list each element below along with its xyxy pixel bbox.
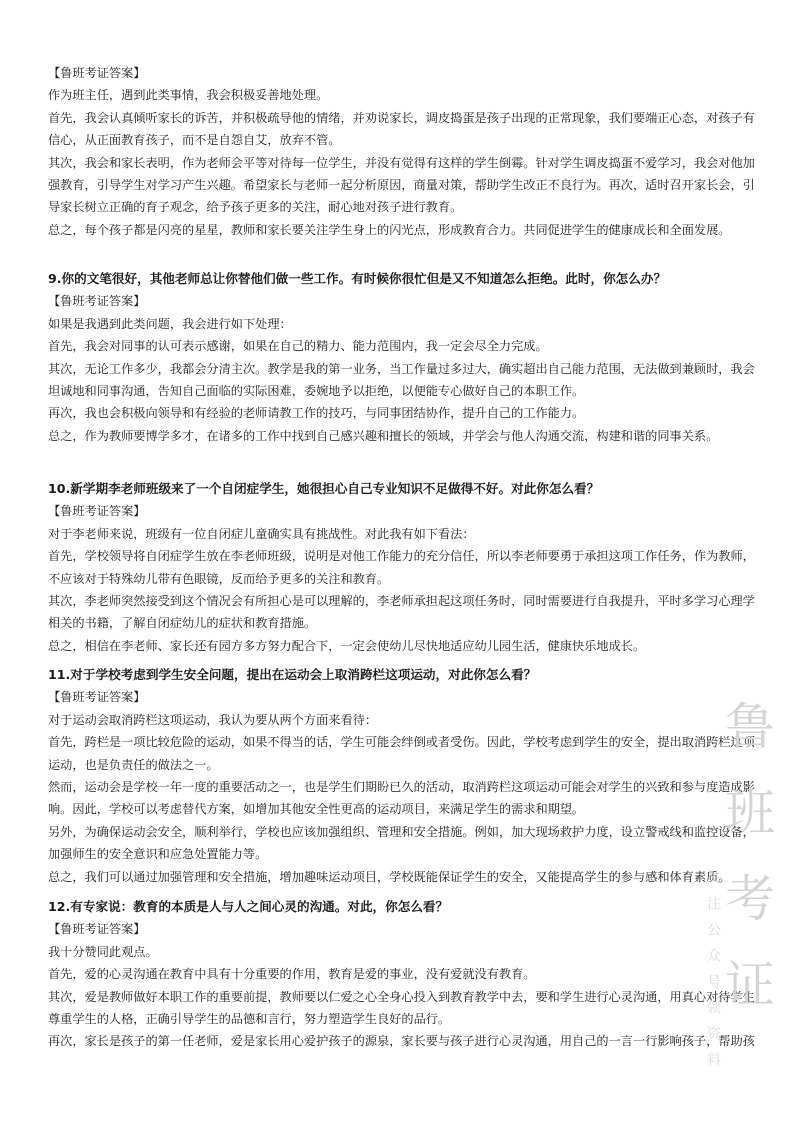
answer-line: 作为班主任，遇到此类事情，我会积极妥善地处理。 (48, 88, 329, 103)
question-section-10 (48, 478, 768, 657)
question-section-12 (48, 896, 768, 1053)
answer-line: 首先，跨栏是一项比较危险的运动，如果不得当的话，学生可能会绊倒或者受伤。因此，学校考虑到学生的安全，提出取消跨栏这项 (48, 735, 755, 750)
question-heading: 9.你的文笔很好，其他老师总让你替他们做一些工作。有时候你很忙但是又不知道怎么拒绝。此时，你怎么办？ (48, 271, 667, 286)
question-section-9 (48, 268, 768, 447)
answer-line: 不应该对于特殊幼儿带有色眼镜，反而给予更多的关注和教育。 (48, 571, 390, 586)
question-heading: 11.对于学校考虑到学生安全问题，提出在运动会上取消跨栏这项运动，对此你怎么看？ (48, 667, 537, 682)
answer-line: 【鲁班考证答案】 (48, 922, 146, 937)
answer-line: 运动，也是负责任的做法之一。 (48, 757, 219, 772)
answer-line: 另外，为确保运动会安全，顺利举行，学校也应该加强组织、管理和安全措施。例如，加大现场救护力度，设立警戒线和监控设备， (48, 824, 755, 839)
answer-line: 再次，我也会积极向领导和有经验的老师请教工作的技巧，与同事团结协作，提升自己的工作能力。 (48, 406, 585, 421)
answer-line: 信心，从正面教育孩子，而不是自怨自艾，放弃不管。 (48, 133, 341, 148)
answer-line: 相关的书籍，了解自闭症幼儿的症状和教育措施。 (48, 616, 317, 631)
answer-line: 再次，家长是孩子的第一任老师，爱是家长用心爱护孩子的源泉，家长要与孩子进行心灵沟通，用自己的一言一行影响孩子，帮助孩 (48, 1034, 755, 1049)
question-section-11 (48, 664, 768, 888)
answer-line: 强教育，引导学生对学习产生兴趣。希望家长与老师一起分析原因，商量对策，帮助学生改正不良行为。再次，适时召开家长会，引 (48, 178, 755, 193)
watermark-brand: 鲁班考证 (717, 700, 775, 1044)
answer-line: 响。因此，学校可以考虑替代方案，如增加其他安全性更高的运动项目，来满足学生的需求和期望。 (48, 802, 585, 817)
answer-line: 首先，我会对同事的认可表示感谢，如果在自己的精力、能力范围内，我一定会尽全力完成。 (48, 339, 548, 354)
answer-line: 其次，李老师突然接受到这个情况会有所担心是可以理解的，李老师承担起这项任务时，同时需要进行自我提升，平时多学习心理学 (48, 594, 755, 609)
answer-section-8-continued (48, 62, 768, 241)
answer-line: 总之，每个孩子都是闪亮的星星，教师和家长要关注学生身上的闪光点，形成教育合力。共同促进学生的健康成长和全面发展。 (48, 222, 731, 237)
answer-line: 首先，学校领导将自闭症学生放在李老师班级，说明是对他工作能力的充分信任，所以李老师要勇于承担这项工作任务，作为教师， (48, 549, 755, 564)
answer-line: 其次，爱是教师做好本职工作的重要前提，教师要以仁爱之心全身心投入到教育教学中去，要和学生进行心灵沟通，用真心对待学生， (48, 989, 768, 1004)
answer-line: 导家长树立正确的育子观念，给予孩子更多的关注，耐心地对孩子进行教育。 (48, 200, 463, 215)
question-heading: 10.新学期李老师班级来了一个自闭症学生，她很担心自己专业知识不足做得不好。对此你怎么看？ (48, 481, 600, 496)
answer-line: 其次，我会和家长表明，作为老师会平等对待每一位学生，并没有觉得有这样的学生倒霉。针对学生调皮捣蛋不爱学习，我会对他加 (48, 155, 755, 170)
answer-line: 加强师生的安全意识和应急处置能力等。 (48, 847, 268, 862)
answer-line: 对于李老师来说，班级有一位自闭症儿童确实具有挑战性。对此我有如下看法： (48, 526, 475, 541)
answer-line: 其次，无论工作多少，我都会分清主次。教学是我的第一业务，当工作量过多过大，确实超出自己能力范围，无法做到兼顾时，我会 (48, 361, 755, 376)
answer-line: 总之，相信在李老师、家长还有园方多方努力配合下，一定会使幼儿尽快地适应幼儿园生活，健康快乐地成长。 (48, 638, 646, 653)
answer-line: 【鲁班考证答案】 (48, 294, 146, 309)
answer-line: 总之，作为教师要博学多才，在诸多的工作中找到自己感兴趣和擅长的领域，并学会与他人沟通交流，构建和谐的同事关系。 (48, 428, 719, 443)
answer-line: 总之，我们可以通过加强管理和安全措施，增加趣味运动项目，学校既能保证学生的安全，又能提高学生的参与感和体育素质。 (48, 869, 731, 884)
answer-line: 我十分赞同此观点。 (48, 944, 158, 959)
answer-line: 首先，我会认真倾听家长的诉苦，并积极疏导他的情绪，并劝说家长，调皮捣蛋是孩子出现的正常现象，我们要端正心态，对孩子有 (48, 110, 755, 125)
answer-line: 坦诚地和同事沟通，告知自己面临的实际困难，委婉地予以拒绝，以便能专心做好自己的本职工作。 (48, 384, 585, 399)
answer-line: 对于运动会取消跨栏这项运动，我认为要从两个方面来看待： (48, 712, 378, 727)
answer-line: 【鲁班考证答案】 (48, 504, 146, 519)
answer-line: 尊重学生的人格，正确引导学生的品德和言行，努力塑造学生良好的品行。 (48, 1012, 451, 1027)
answer-line: 如果是我遇到此类问题，我会进行如下处理： (48, 316, 292, 331)
watermark-subtitle: 关注公众号领资料 (705, 870, 721, 1078)
answer-line: 然而，运动会是学校一年一度的重要活动之一，也是学生们期盼已久的活动，取消跨栏这项运动可能会对学生的兴致和参与度造成影 (48, 780, 755, 795)
answer-line: 首先，爱的心灵沟通在教育中具有十分重要的作用，教育是爱的事业，没有爱就没有教育。 (48, 967, 536, 982)
question-heading: 12.有专家说：教育的本质是人与人之间心灵的沟通。对此，你怎么看？ (48, 899, 449, 914)
answer-line: 【鲁班考证答案】 (48, 66, 146, 80)
answer-line: 【鲁班考证答案】 (48, 690, 146, 705)
